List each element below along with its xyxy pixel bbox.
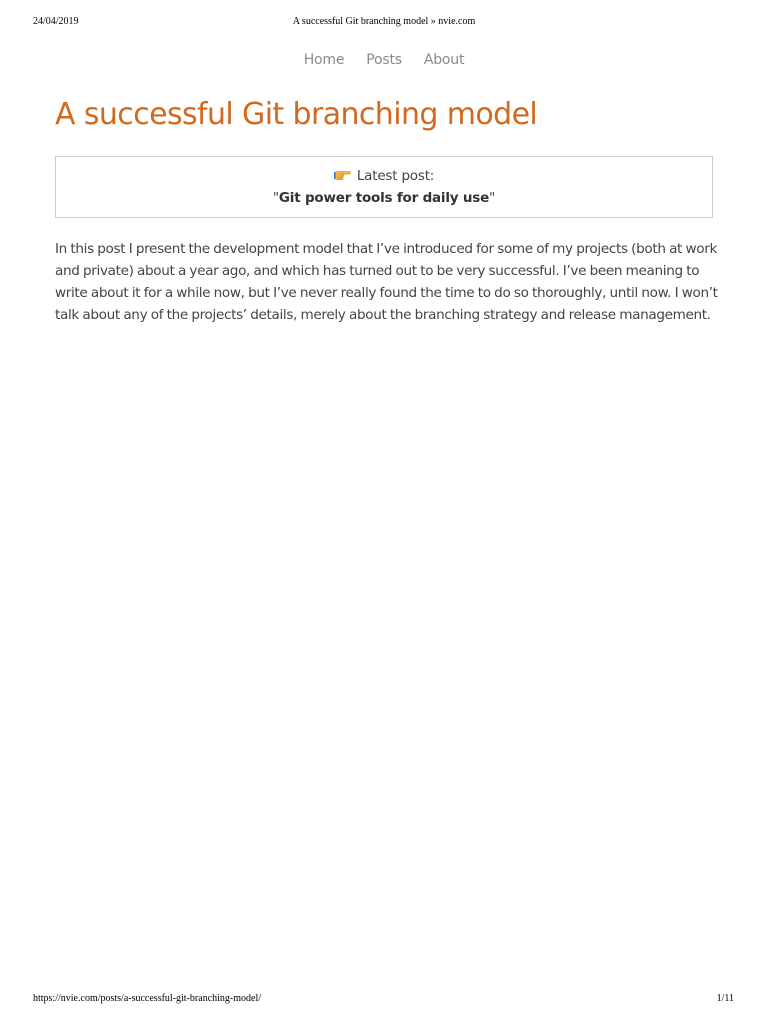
post-title: A successful Git branching model — [55, 97, 538, 132]
print-date: 24/04/2019 — [33, 16, 79, 27]
intro-paragraph: In this post I present the development model that I’ve introduced for some of my projects (both at work and private) about a year ago, and which has turned out to be very successful. I’ve been meaning to write about it for a while now, but I’ve never really found the time to do so thoroughly, until now. I won’t talk about any of the projects’ details, merely about the branching strategy and release management. — [55, 241, 718, 323]
latest-post-label: Latest post: — [356, 168, 435, 184]
latest-post-link-row — [56, 190, 712, 206]
nav-posts-link[interactable]: Posts — [366, 52, 402, 68]
print-footer — [0, 993, 768, 1007]
latest-post-link[interactable]: Git power tools for daily use — [278, 190, 490, 206]
quote-close: " — [489, 190, 496, 206]
print-header — [0, 16, 768, 30]
print-url: https://nvie.com/posts/a-successful-git-branching-model/ — [33, 993, 262, 1004]
top-nav — [0, 52, 768, 68]
print-page-number: 1/11 — [716, 993, 734, 1004]
pointing-hand-icon — [334, 169, 351, 181]
latest-post-box — [55, 156, 713, 218]
latest-post-label-row — [56, 168, 712, 184]
nav-home-link[interactable]: Home — [303, 52, 345, 68]
print-page-title: A successful Git branching model » nvie.com — [292, 16, 476, 27]
quote-open: " — [272, 190, 279, 206]
nav-about-link[interactable]: About — [423, 52, 465, 68]
